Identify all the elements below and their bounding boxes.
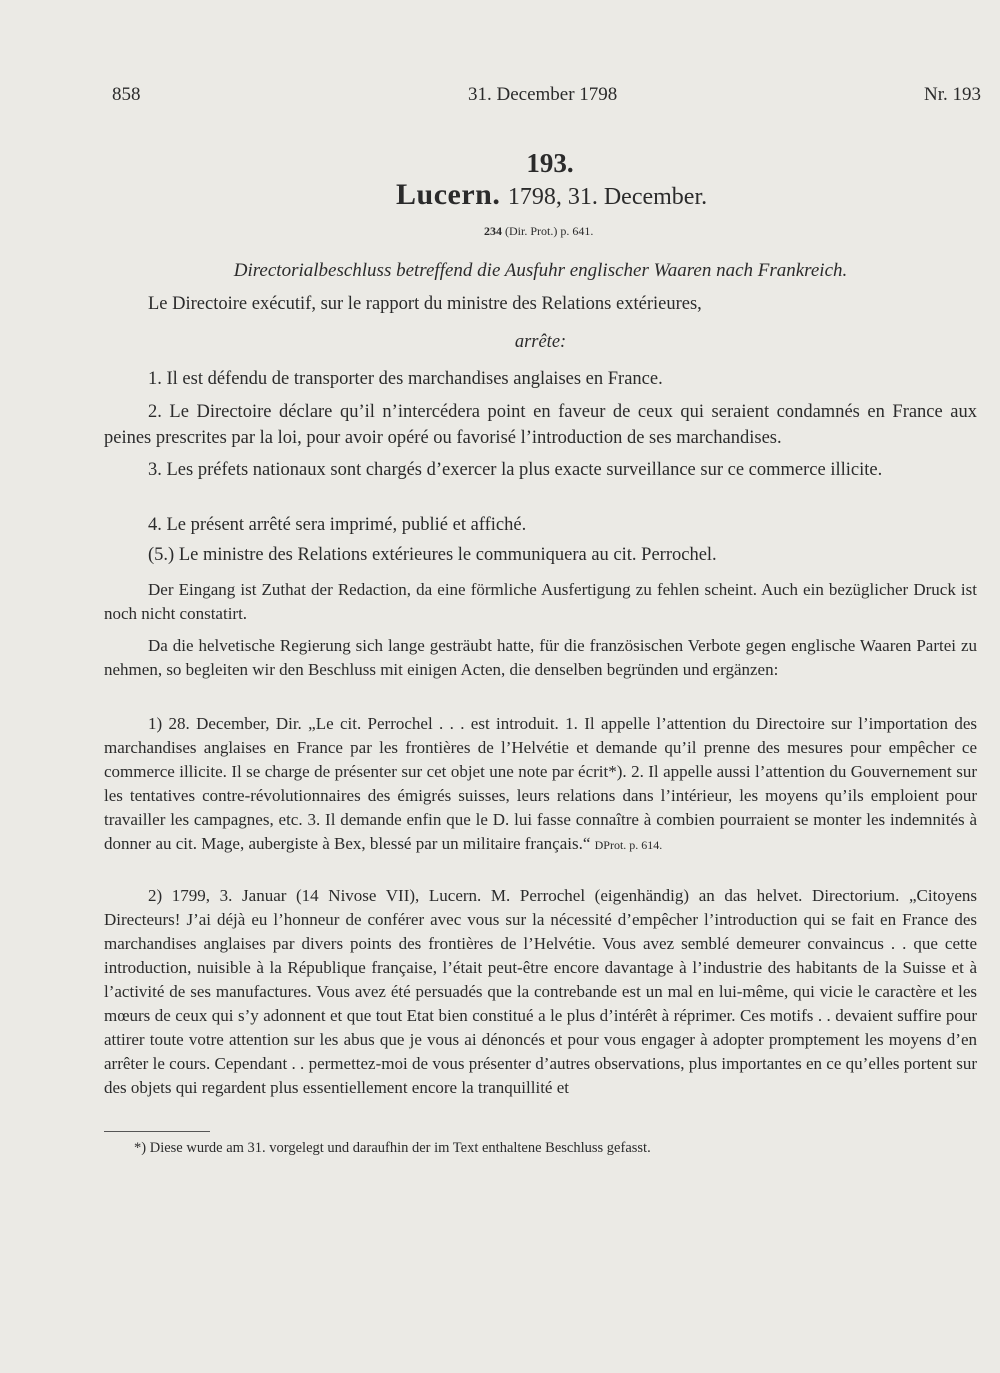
article-5: (5.) Le ministre des Relations extérieures le communiquera au cit. Perrochel. [148, 545, 717, 565]
decree-heading: Directorialbeschluss betreffend die Ausfuhr englischer Waaren nach Frankreich. [233, 260, 848, 281]
decree-intro: Le Directoire exécutif, sur le rapport du ministre des Relations extérieures, [148, 294, 702, 314]
document-number: 193. [526, 148, 574, 178]
commentary-paragraph: Da die helvetische Regierung sich lange gesträubt hatte, für die französischen Verbote gegen englische Waaren Partei zu nehmen, so begleiten wir den Beschluss mit einigen Acten, die denselben begründen und ergänzen: [104, 636, 977, 679]
header-date: 31. December 1798 [468, 84, 618, 105]
source-reference: (Dir. Prot.) p. 641. [505, 224, 594, 238]
page-header [0, 84, 1000, 114]
item-1-text: 1) 28. December, Dir. „Le cit. Perrochel . . . est introduit. 1. Il appelle l’attention du Directoire sur l’importation des marchandises anglaises en France par les frontières de l’Helvétie et demande qu’il prenne des mesures pour empêcher ce commerce illicite. Il se charge de présenter sur cet objet une note par écrit*). 2. Il appelle aussi l’attention du Gouvernement sur les tentatives contre-révolutionnaires des émigrés suisses, leurs relations dans l’intérieur, les moyens qu’ils emploient pour travailler les campagnes, etc. 3. Il demande enfin que le D. lui fasse connaître à combien pourraient se monter les indemnités à donner au cit. Mage, aubergiste à Bex, blessé par un militaire français.“ [104, 714, 977, 853]
item-1 [104, 712, 977, 857]
footnote-divider [104, 1131, 210, 1132]
source-number: 234 [484, 224, 502, 238]
footnote-marker: *) [134, 1140, 147, 1156]
footnote-text: Diese wurde am 31. vorgelegt und daraufhin der im Text enthaltene Beschluss gefasst. [149, 1140, 651, 1156]
article-2: 2. Le Directoire déclare qu’il n’intercédera point en faveur de ceux qui seraient condamnés en France aux peines prescrites par la loi, pour avoir opéré ou favorisé l’introduction de ses marchandises. [104, 402, 977, 448]
title-place: Lucern. [396, 178, 501, 211]
item-2: 2) 1799, 3. Januar (14 Nivose VII), Lucern. M. Perrochel (eigenhändig) an das helvet. Directorium. „Citoyens Directeurs! J’ai déjà eu l’honneur de conférer avec vous sur la nécessité d’empêcher l’introduction qui se fait en France des marchandises anglaises par divers points des frontières de l’Helvétie. Vous avez semblé demeurer convaincus . . que cette introduction, nuisible à la République française, l’était peut-être encore davantage à l’industrie des habitants de la Suisse et à l’activité de ses manufactures. Vous avez été persuadés que la contrebande est un mal en lui-même, qui vicie le caractère et les mœurs de ceux qui s’y adonnent et que tout Etat bien constitué a le plus d’intérêt à réprimer. Ces motifs . . devaient suffire pour attirer toute votre attention sur les abus que je vous ai dénoncés et pour vous engager à adopter promptement les moyens d’en arrêter le cours. Cependant . . permettez-moi de vous présenter d’autres observations, plus importantes en ce qu’elles portent sur des objets qui regardent plus essentiellement encore la tranquillité et [104, 886, 977, 1097]
item-1-reference: DProt. p. 614. [594, 838, 663, 852]
header-doc-number: Nr. 193 [924, 84, 981, 105]
footnote [104, 1140, 977, 1157]
decree-arrete: arrête: [514, 332, 567, 352]
article-1: 1. Il est défendu de transporter des marchandises anglaises en France. [148, 369, 663, 389]
title-date: 1798, 31. December. [507, 184, 708, 210]
page-number: 858 [112, 84, 141, 105]
article-4: 4. Le présent arrêté sera imprimé, publié et affiché. [148, 515, 527, 535]
document-source [484, 224, 593, 239]
document-title [396, 178, 707, 212]
article-3: 3. Les préfets nationaux sont chargés d’exercer la plus exacte surveillance sur ce commerce illicite. [148, 460, 883, 480]
editorial-note: Der Eingang ist Zuthat der Redaction, da eine förmliche Ausfertigung zu fehlen scheint. Auch ein bezüglicher Druck ist noch nicht constatirt. [104, 580, 977, 623]
